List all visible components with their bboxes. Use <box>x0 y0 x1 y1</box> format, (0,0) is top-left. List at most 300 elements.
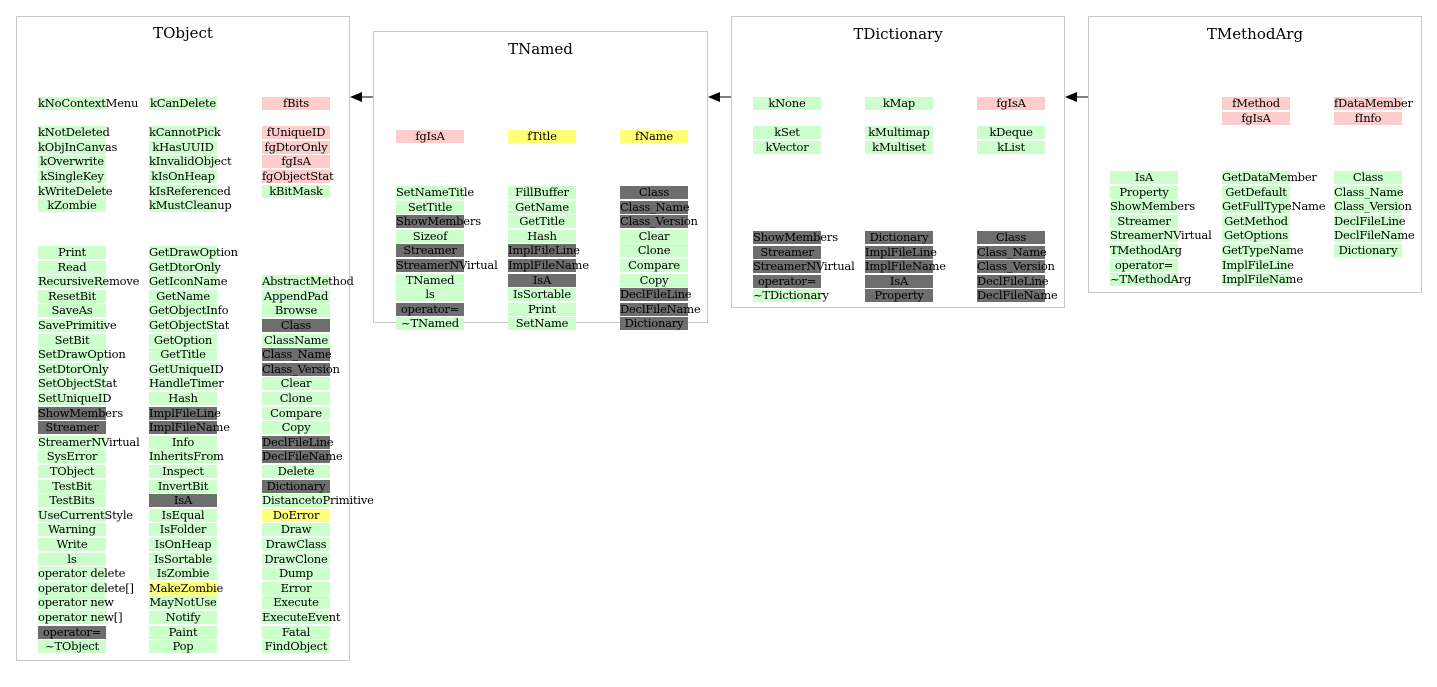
member-fillbuffer <box>508 186 576 199</box>
member-label: Fatal <box>281 624 311 639</box>
member-label: GetName <box>156 288 210 303</box>
member-resetbit <box>38 290 106 303</box>
member-label: Streamer <box>45 420 99 435</box>
generated-member-class-version <box>620 214 698 229</box>
member-label: Error <box>280 580 312 595</box>
member-label: fDataMember <box>1334 96 1413 110</box>
class-box-tdictionary <box>731 16 1065 308</box>
highlighted-member-doerror <box>262 509 330 522</box>
member-label: fBits <box>283 96 309 110</box>
member-label: operator= <box>42 624 102 639</box>
member-label: kWriteDelete <box>38 183 113 198</box>
member-label: Class <box>1352 170 1384 184</box>
member-label: IsOnHeap <box>154 537 212 551</box>
member-label: kIsOnHeap <box>151 169 215 183</box>
generated-member-declfilename <box>977 288 1058 303</box>
member-label: GetName <box>515 199 569 214</box>
generated-member-isa <box>149 494 217 507</box>
member-saveprimitive <box>38 318 117 332</box>
member-label: HandleTimer <box>149 376 224 391</box>
member-info <box>149 436 217 449</box>
member-tobject <box>38 640 106 653</box>
member-label: operator= <box>1114 257 1174 272</box>
member-property <box>1110 186 1178 199</box>
member-label: Copy <box>639 272 669 287</box>
member-setnametitle <box>396 185 474 199</box>
member-gettitle <box>508 215 576 228</box>
member-label: ls <box>425 287 435 302</box>
member-getdtoronly <box>149 259 221 274</box>
member-label: GetTitle <box>160 347 206 362</box>
data-member-fmethod <box>1222 97 1290 110</box>
generated-member-dictionary <box>620 317 688 330</box>
member-label: InheritsFrom <box>149 449 224 464</box>
member-hash <box>508 230 576 243</box>
member-label: kMap <box>882 96 916 110</box>
member-label: ShowMembers <box>1110 199 1195 214</box>
member-label: DeclFileLine <box>262 434 334 449</box>
member-label: Compare <box>270 405 322 420</box>
member-label: operator= <box>757 273 817 288</box>
member-getdefault <box>1222 186 1290 199</box>
member-label: DeclFileLine <box>1334 213 1406 228</box>
member-khasuuid <box>149 141 217 154</box>
member-label: kOverwrite <box>40 154 104 169</box>
generated-member-class-name <box>620 201 688 214</box>
member-label: kCanDelete <box>150 96 216 110</box>
member-label: DeclFileLine <box>620 287 692 302</box>
member-kwritedelete <box>38 183 113 198</box>
member-label: DeclFileName <box>620 301 701 316</box>
member-getoptions <box>1222 229 1290 242</box>
member-label: fgObjectStat <box>262 169 334 183</box>
member-label: DistancetoPrimitive <box>262 493 374 508</box>
member-label: Class <box>280 318 312 332</box>
generated-member-streamer <box>38 421 106 434</box>
member-label: Class <box>638 185 670 199</box>
member-label: Notify <box>165 610 201 624</box>
class-box-tobject <box>16 16 374 661</box>
member-streamernvirtual <box>38 434 140 449</box>
member-label: GetDefault <box>1225 184 1287 199</box>
member-label: kDeque <box>989 125 1033 140</box>
member-label: kList <box>997 139 1025 154</box>
member-label: MayNotUse <box>149 595 217 610</box>
generated-member-declfilename <box>262 449 343 464</box>
generated-member-class <box>620 186 688 199</box>
member-label: GetDrawOption <box>149 245 238 259</box>
member-notify <box>149 611 217 624</box>
member-label: kInvalidObject <box>149 154 232 169</box>
member-getmethod <box>1222 215 1290 228</box>
member-label: SetDtorOnly <box>38 361 109 376</box>
member-label: GetMethod <box>1224 213 1288 228</box>
generated-member-implfilename <box>508 258 589 272</box>
member-label: operator= <box>400 301 460 316</box>
member-label: GetObjectInfo <box>149 303 229 318</box>
member-label: fName <box>635 129 673 143</box>
member-drawclass <box>262 538 330 551</box>
member-label: Class_Version <box>262 361 340 376</box>
member-operator-new <box>38 595 114 610</box>
member-koverwrite <box>38 155 106 168</box>
generated-member-class <box>977 231 1045 244</box>
member-kmustcleanup <box>149 198 232 213</box>
member-label: Copy <box>281 420 311 435</box>
member-label: Clear <box>638 228 670 243</box>
member-gettitle <box>149 348 217 361</box>
member-ls <box>396 288 464 301</box>
member-tmethodarg <box>1110 243 1182 257</box>
member-label: Class_Name <box>620 199 690 214</box>
member-tnamed <box>396 317 464 330</box>
member-kzombie <box>38 199 106 212</box>
member-label: DeclFileName <box>262 449 343 464</box>
member-setdtoronly <box>38 361 109 376</box>
member-label: ImplFileLine <box>865 244 937 259</box>
member-label: fgIsA <box>281 154 311 169</box>
generated-member-implfileline <box>865 244 937 259</box>
generated-member-dictionary <box>262 480 330 493</box>
member-label: Hash <box>527 228 557 243</box>
member-draw <box>262 523 330 536</box>
member-getobjectinfo <box>149 303 229 318</box>
generated-member-implfileline <box>149 405 221 420</box>
member-label: ~TMethodArg <box>1110 272 1192 287</box>
highlighted-member-ftitle <box>508 130 576 143</box>
class-title: TObject <box>153 24 213 42</box>
member-clear <box>620 230 688 243</box>
member-label: Read <box>57 259 87 274</box>
member-gettypename <box>1222 243 1304 257</box>
member-label: kBitMask <box>269 183 323 198</box>
member-label: Sizeof <box>412 228 448 243</box>
member-label: DoError <box>272 507 320 522</box>
member-label: Draw <box>280 522 312 537</box>
member-kisreferenced <box>149 183 231 198</box>
member-label: kMultimap <box>868 125 930 140</box>
member-label: Property <box>1119 184 1169 199</box>
member-label: Print <box>58 245 86 259</box>
member-pop <box>149 640 217 653</box>
member-label: FindObject <box>264 639 328 654</box>
member-label: IsSortable <box>153 551 213 566</box>
member-label: Class_Name <box>1334 184 1404 199</box>
member-label: Streamer <box>1117 213 1171 228</box>
member-warning <box>38 523 106 536</box>
member-executeevent <box>262 610 341 624</box>
member-label: Execute <box>273 595 319 610</box>
member-label: ImplFileName <box>508 258 589 272</box>
member-geticonname <box>149 274 228 289</box>
member-kmultimap <box>865 126 933 139</box>
member-label: Pop <box>172 639 194 654</box>
member-copy <box>620 274 688 287</box>
class-box-tmethodarg <box>1088 16 1422 293</box>
member-handletimer <box>149 376 224 391</box>
member-label: Class_Name <box>977 244 1047 259</box>
member-label: fgDtorOnly <box>264 139 328 154</box>
member-label: operator new <box>38 595 114 610</box>
member-testbits <box>38 494 106 507</box>
member-ls <box>38 553 106 566</box>
member-label: GetTypeName <box>1222 243 1304 257</box>
member-implfilename <box>1222 272 1303 287</box>
generated-member-isa <box>508 274 576 287</box>
generated-member-declfileline <box>620 287 692 302</box>
member-testbit <box>38 480 106 493</box>
generated-member-streamer <box>396 244 464 257</box>
member-knone <box>753 97 821 110</box>
member-label: GetDataMember <box>1222 170 1317 184</box>
data-member-fgdtoronly <box>262 141 330 154</box>
member-getdrawoption <box>149 245 238 259</box>
member-setbit <box>38 334 106 347</box>
class-title: TNamed <box>508 40 573 58</box>
member-drawclone <box>262 553 330 566</box>
member-label: DeclFileLine <box>977 273 1049 288</box>
member-execute <box>262 596 330 609</box>
generated-member-streamernvirtual <box>753 259 855 274</box>
member-label: DeclFileName <box>977 288 1058 303</box>
member-getobjectstat <box>149 318 230 332</box>
member-label: kSingleKey <box>40 169 104 183</box>
member-label: Browse <box>274 303 318 318</box>
member-dictionary <box>1334 244 1402 257</box>
member-label: AppendPad <box>263 288 329 303</box>
member-tdictionary <box>753 288 829 303</box>
member-label: kNotDeleted <box>38 125 110 140</box>
member-label: ImplFileName <box>149 420 230 435</box>
member-label: operator delete <box>38 566 126 581</box>
member-tmethodarg <box>1110 272 1192 287</box>
member-kvector <box>753 141 821 154</box>
member-clone <box>620 244 688 257</box>
member-getdatamember <box>1222 170 1317 184</box>
member-label: TestBit <box>52 478 92 493</box>
member-label: IsA <box>173 493 193 508</box>
generated-member-implfilename <box>149 420 230 435</box>
member-label: SetObjectStat <box>38 376 117 391</box>
member-label: StreamerNVirtual <box>1110 228 1212 243</box>
member-label: fTitle <box>527 129 557 143</box>
member-kbitmask <box>262 185 330 198</box>
data-member-fgisa <box>262 155 330 168</box>
member-label: Class_Version <box>977 259 1055 274</box>
highlighted-member-fname <box>620 130 688 143</box>
member-label: Dictionary <box>869 230 929 244</box>
member-label: operator delete[] <box>38 580 134 595</box>
member-label: DrawClass <box>265 537 327 551</box>
member-label: RecursiveRemove <box>38 274 140 289</box>
member-label: SetNameTitle <box>396 185 474 199</box>
member-label: Property <box>874 288 924 303</box>
member-label: GetTitle <box>519 214 565 229</box>
member-setuniqueid <box>38 391 112 405</box>
highlighted-member-makezombie <box>149 580 224 595</box>
member-label: fgIsA <box>996 96 1026 110</box>
class-box-tnamed <box>373 31 708 331</box>
member-label: IsZombie <box>156 566 210 581</box>
member-label: operator new[] <box>38 610 123 624</box>
member-label: fUniqueID <box>266 125 326 140</box>
member-kmap <box>865 97 933 110</box>
member-label: kSet <box>774 125 800 140</box>
member-syserror <box>38 450 106 463</box>
member-label: DeclFileName <box>1334 228 1415 243</box>
member-write <box>38 538 106 551</box>
member-streamer <box>1110 215 1178 228</box>
member-label: GetFullTypeName <box>1222 199 1326 214</box>
member-maynotuse <box>149 596 217 609</box>
member-label: IsA <box>1134 170 1154 184</box>
member-label: kObjInCanvas <box>38 139 118 154</box>
member-delete <box>262 465 330 478</box>
class-title: TDictionary <box>853 25 943 43</box>
member-label: UseCurrentStyle <box>38 507 133 522</box>
member-getname <box>508 201 576 214</box>
member-label: GetOption <box>153 332 213 347</box>
member-saveas <box>38 304 106 317</box>
member-distancetoprimitive <box>262 493 374 508</box>
member-label: Clear <box>280 376 312 391</box>
member-label: StreamerNVirtual <box>753 259 855 274</box>
member-label: fMethod <box>1232 96 1280 110</box>
member-label: GetUniqueID <box>149 361 224 376</box>
member-setname <box>508 317 576 330</box>
member-kcannotpick <box>149 125 221 140</box>
member-inspect <box>149 465 217 478</box>
member-label: SavePrimitive <box>38 318 117 332</box>
member-label: ShowMembers <box>396 214 481 229</box>
generated-member-class <box>262 319 330 332</box>
member-label: fgIsA <box>1241 110 1271 125</box>
member-iszombie <box>149 567 217 580</box>
member-declfilename <box>1334 228 1415 243</box>
member-kmultiset <box>865 141 933 154</box>
member-label: ShowMembers <box>753 230 838 244</box>
member-knotdeleted <box>38 125 110 140</box>
member-paint <box>149 626 217 639</box>
generated-member-declfilename <box>620 301 701 316</box>
member-label: fgIsA <box>415 129 445 143</box>
member-label: TestBits <box>49 493 95 508</box>
data-member-fbits <box>262 97 330 110</box>
member-clear <box>262 377 330 390</box>
member-label: GetOptions <box>1224 228 1288 243</box>
member-label: SetDrawOption <box>38 347 126 362</box>
member-label: MakeZombie <box>149 580 224 595</box>
member-label: SetName <box>515 316 569 331</box>
member-label: Print <box>528 301 556 316</box>
generated-member-dictionary <box>865 231 933 244</box>
member-issortable <box>149 553 217 566</box>
member-compare <box>262 407 330 420</box>
member-klist <box>977 141 1045 154</box>
member-operator-delete <box>38 580 134 595</box>
generated-member-operator <box>396 303 464 316</box>
member-issortable <box>508 288 576 301</box>
generated-member-operator <box>753 275 821 288</box>
data-member-fgisa <box>977 97 1045 110</box>
member-label: ClassName <box>264 332 328 347</box>
generated-member-class-name <box>262 348 330 361</box>
member-operator-new <box>38 610 123 624</box>
arrow-tnamed-to-tobject <box>350 92 373 102</box>
member-class-name <box>1334 186 1402 199</box>
arrow-tmethodarg-to-tdictionary <box>1065 92 1088 102</box>
member-label: InvertBit <box>157 478 209 493</box>
member-kobjincanvas <box>38 139 118 154</box>
member-label: kMultiset <box>872 139 926 154</box>
member-getoption <box>149 334 217 347</box>
member-browse <box>262 304 330 317</box>
member-label: fInfo <box>1354 110 1382 125</box>
member-compare <box>620 259 688 272</box>
member-invertbit <box>149 480 217 493</box>
data-member-fdatamember <box>1334 96 1413 110</box>
member-isequal <box>149 509 217 522</box>
generated-member-class-version <box>262 361 340 376</box>
member-label: IsA <box>532 272 552 287</box>
member-showmembers <box>1110 199 1195 214</box>
generated-member-declfileline <box>262 434 334 449</box>
member-getfulltypename <box>1222 199 1326 214</box>
member-label: AbstractMethod <box>262 274 354 289</box>
member-label: Class <box>995 230 1027 244</box>
member-fatal <box>262 626 330 639</box>
member-kinvalidobject <box>149 154 232 169</box>
arrow-tdictionary-to-tnamed <box>708 92 731 102</box>
member-usecurrentstyle <box>38 507 133 522</box>
member-label: StreamerNVirtual <box>396 258 498 272</box>
member-label: Class_Name <box>262 347 332 362</box>
member-findobject <box>262 640 330 653</box>
generated-member-showmembers <box>753 230 838 244</box>
member-label: StreamerNVirtual <box>38 434 140 449</box>
member-isonheap <box>149 538 217 551</box>
member-label: Inspect <box>162 464 204 478</box>
member-print <box>38 246 106 259</box>
member-label: SetUniqueID <box>38 391 112 405</box>
generated-member-operator <box>38 626 106 639</box>
member-label: Dictionary <box>266 478 326 493</box>
member-label: ImplFileLine <box>1222 257 1294 272</box>
member-dump <box>262 567 330 580</box>
member-label: GetDtorOnly <box>149 259 221 274</box>
data-member-fgobjectstat <box>262 169 334 183</box>
member-label: Compare <box>628 258 680 272</box>
member-label: Hash <box>168 391 198 405</box>
generated-member-showmembers <box>38 405 123 420</box>
member-inheritsfrom <box>149 449 224 464</box>
member-error <box>262 582 330 595</box>
member-label: SaveAs <box>51 303 93 318</box>
member-label: ResetBit <box>48 288 96 303</box>
generated-member-implfilename <box>865 259 946 274</box>
member-sizeof <box>396 230 464 243</box>
member-class-version <box>1334 199 1412 214</box>
member-label: kNoContextMenu <box>38 96 139 110</box>
member-label: ImplFileLine <box>149 405 221 420</box>
member-label: FillBuffer <box>515 185 569 199</box>
data-member-finfo <box>1334 112 1402 125</box>
member-label: Class_Version <box>1334 199 1412 214</box>
member-label: IsSortable <box>512 287 572 302</box>
member-label: Warning <box>48 522 96 537</box>
member-print <box>508 303 576 316</box>
member-label: TObject <box>49 464 95 478</box>
